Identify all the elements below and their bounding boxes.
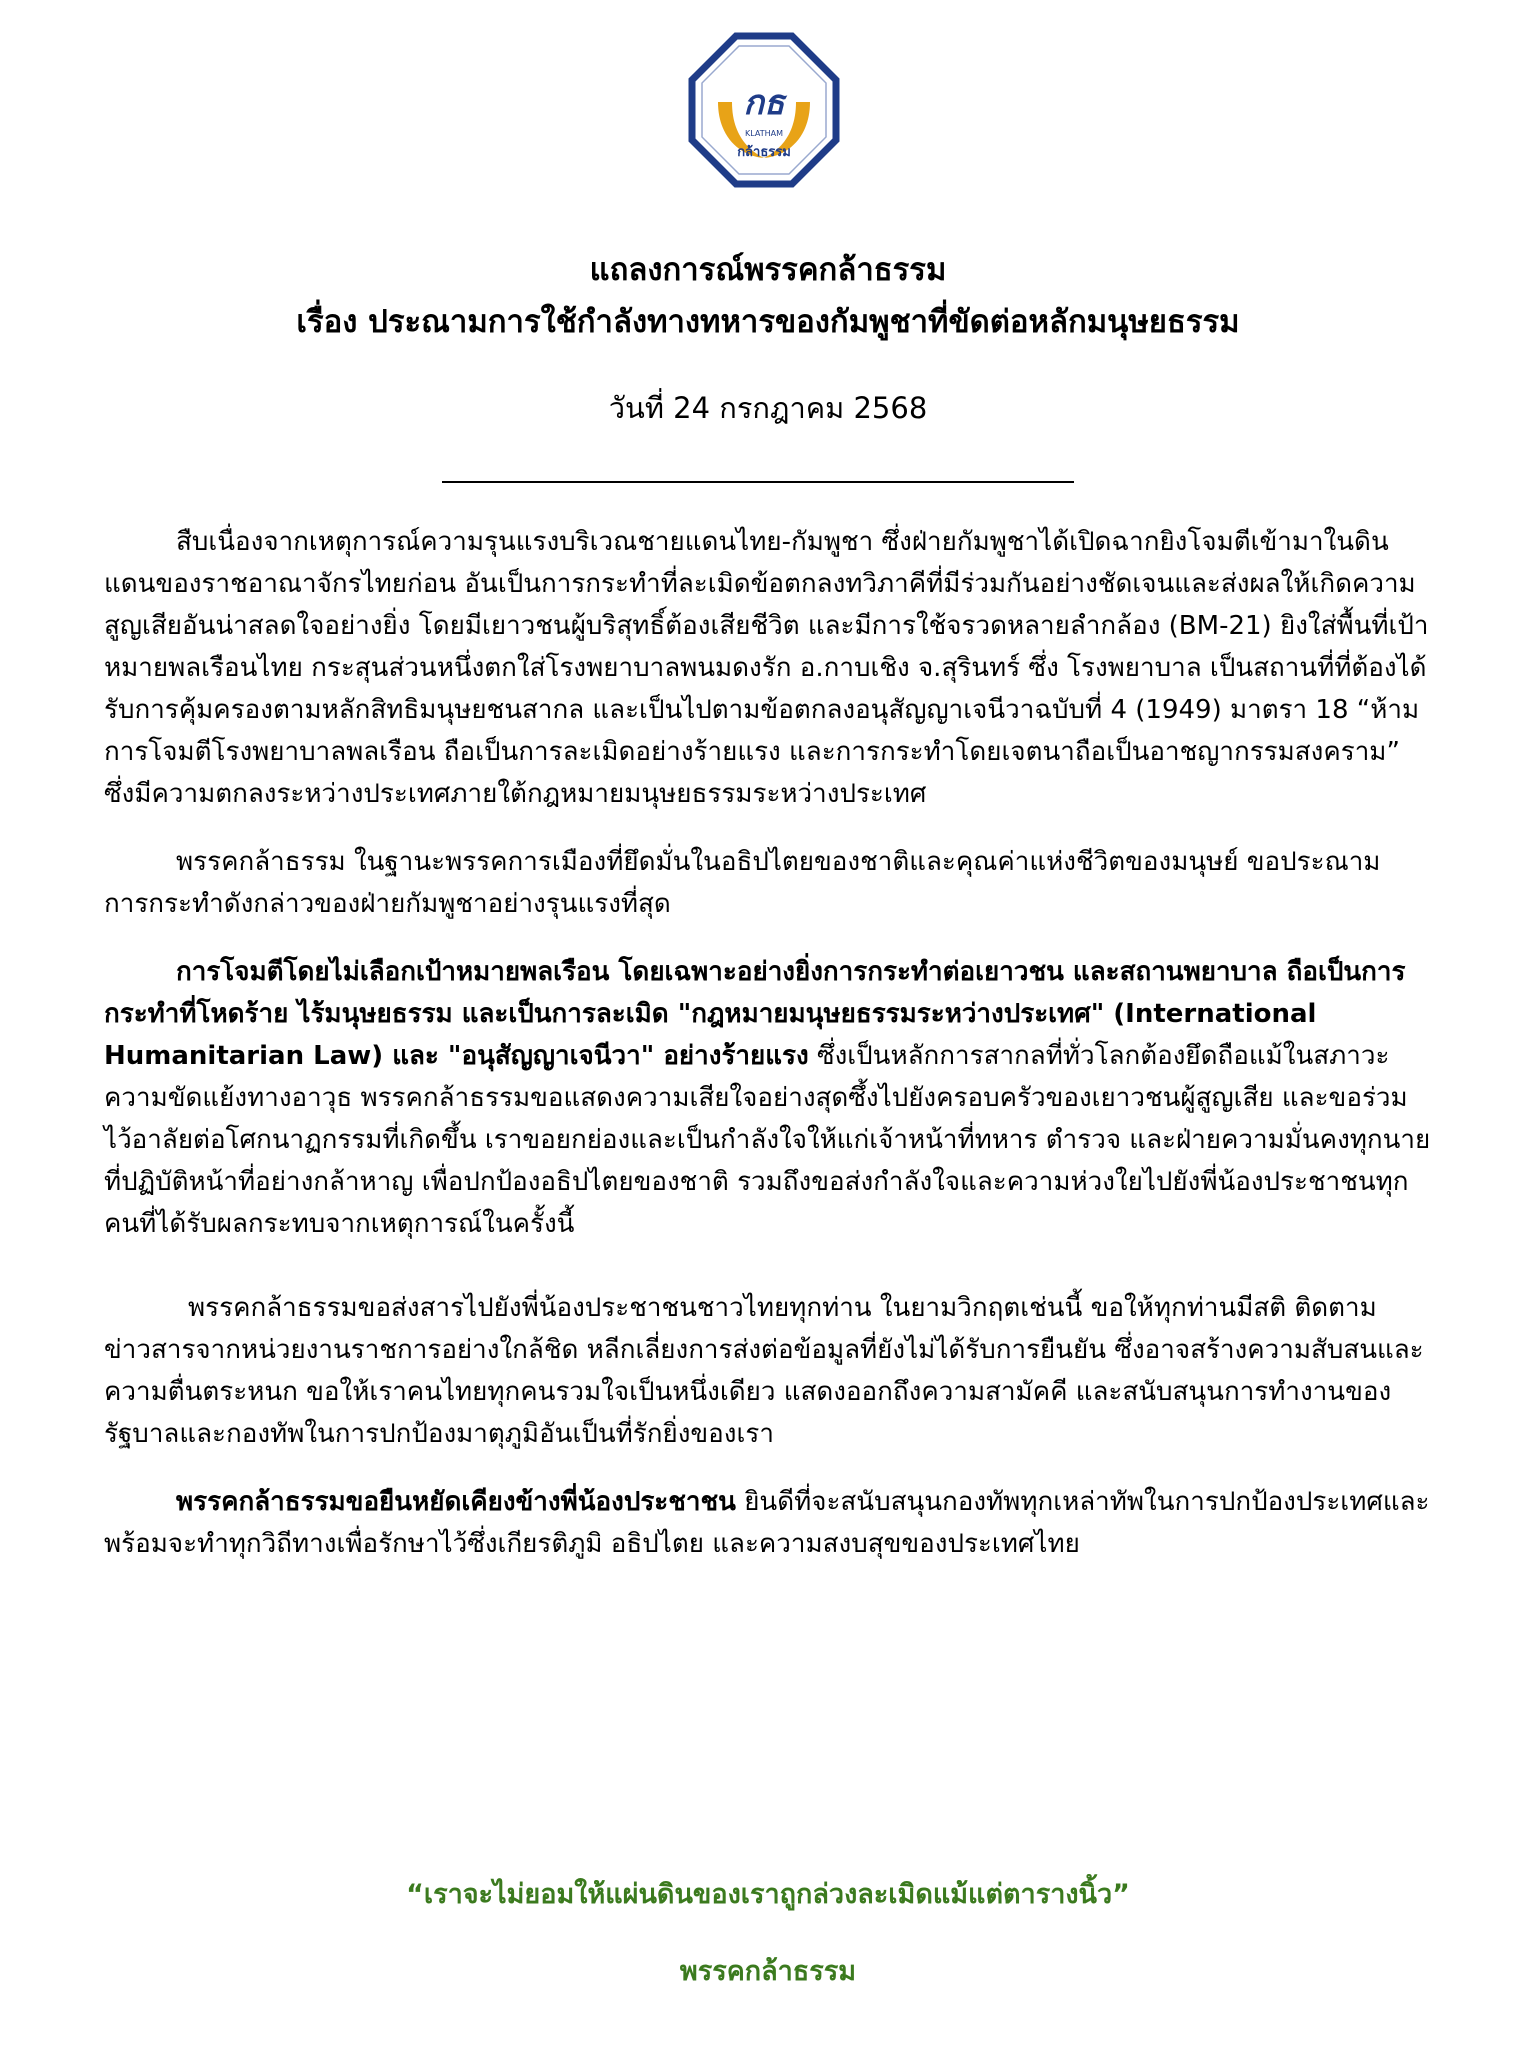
paragraph-3-bold: การโจมตีโดยไม่เลือกเป้าหมายพลเรือน โดยเฉพาะอย่างยิ่งการกระทำต่อเยาวชน และสถานพยาบาล ถือเป็นการกระทำที่โหดร้าย ไร้มนุษยธรรม และเป็นการละเมิด "กฎหมายมนุษยธรรมระหว่างประเทศ" (International Humanitarian Law) และ "อนุสัญญาเจนีวา" อย่างร้ายแรง [104,957,1406,1071]
paragraph-5-rest: ยินดีที่จะสนับสนุนกองทัพทุกเหล่าทัพในการปกป้องประเทศและพร้อมจะทำทุกวิถีทางเพื่อรักษาไว้ซึ่งเกียรติภูมิ อธิปไตย และความสงบสุขของประเทศไทย [104,1487,1430,1559]
party-logo [688,32,840,188]
paragraph-4: พรรคกล้าธรรมขอส่งสารไปยังพี่น้องประชาชนชาวไทยทุกท่าน ในยามวิกฤตเช่นนี้ ขอให้ทุกท่านมีสติ ติดตามข่าวสารจากหน่วยงานราชการอย่างใกล้ชิด หลีกเลี่ยงการส่งต่อข้อมูลที่ยังไม่ได้รับการยืนยัน ซึ่งอาจสร้างความสับสนและความตื่นตระหนก ขอให้เราคนไทยทุกคนรวมใจเป็นหนึ่งเดียว แสดงออกถึงความสามัคคี และสนับสนุนการทำงานของรัฐบาลและกองทัพในการปกป้องมาตุภูมิอันเป็นที่รักยิ่งของเรา [104,1293,1424,1449]
paragraph-2: พรรคกล้าธรรม ในฐานะพรรคการเมืองที่ยึดมั่นในอธิปไตยของชาติและคุณค่าแห่งชีวิตของมนุษย์ ขอประณามการกระทำดังกล่าวของฝ่ายกัมพูชาอย่างรุนแรงที่สุด [104,847,1381,919]
paragraph-3-rest: ซึ่งเป็นหลักการสากลที่ทั่วโลกต้องยึดถือแม้ในสภาวะความขัดแย้งทางอาวุธ พรรคกล้าธรรมขอแสดงความเสียใจอย่างสุดซึ้งไปยังครอบครัวของเยาวชนผู้สูญเสีย และขอร่วมไว้อาลัยต่อโศกนาฏกรรมที่เกิดขึ้น เราขอยกย่องและเป็นกำลังใจให้แก่เจ้าหน้าที่ทหาร ตำรวจ และฝ่ายความมั่นคงทุกนายที่ปฏิบัติหน้าที่อย่างกล้าหาญ เพื่อปกป้องอธิปไตยของชาติ รวมถึงขอส่งกำลังใจและความห่วงใยไปยังพี่น้องประชาชนทุกคนที่ได้รับผลกระทบจากเหตุการณ์ในครั้งนี้ [104,1041,1431,1239]
logo-abbrev: กธ [743,83,785,123]
statement-date: วันที่ 24 กรกฎาคม 2568 [608,391,928,425]
statement-body [104,521,1432,1565]
paragraph-5-bold: พรรคกล้าธรรมขอยืนหยัดเคียงข้างพี่น้องประชาชน [176,1487,736,1517]
logo-name-th: กล้าธรรม [737,145,791,160]
party-logo-icon [688,32,840,188]
statement-title: แถลงการณ์พรรคกล้าธรรม [589,252,947,288]
paragraph-1: สืบเนื่องจากเหตุการณ์ความรุนแรงบริเวณชายแดนไทย-กัมพูชา ซึ่งฝ่ายกัมพูชาได้เปิดฉากยิงโจมตีเข้ามาในดินแดนของราชอาณาจักรไทยก่อน อันเป็นการกระทำที่ละเมิดข้อตกลงทวิภาคีที่มีร่วมกันอย่างชัดเจนและส่งผลให้เกิดความสูญเสียอันน่าสลดใจอย่างยิ่ง โดยมีเยาวชนผู้บริสุทธิ์ต้องเสียชีวิต และมีการใช้จรวดหลายลำกล้อง (BM-21) ยิงใส่พื้นที่เป้าหมายพลเรือนไทย กระสุนส่วนหนึ่งตกใส่โรงพยาบาลพนมดงรัก อ.กาบเชิง จ.สุรินทร์ ซึ่ง โรงพยาบาล เป็นสถานที่ที่ต้องได้รับการคุ้มครองตามหลักสิทธิมนุษยชนสากล และเป็นไปตามข้อตกลงอนุสัญญาเจนีวาฉบับที่ 4 (1949) มาตรา 18 “ห้ามการโจมตีโรงพยาบาลพลเรือน ถือเป็นการละเมิดอย่างร้ายแรง และการกระทำโดยเจตนาถือเป็นอาชญากรรมสงคราม” ซึ่งมีความตกลงระหว่างประเทศภายใต้กฎหมายมนุษยธรรมระหว่างประเทศ [104,527,1429,809]
paragraph-3 [104,951,1432,1245]
slogan: “เราจะไม่ยอมให้แผ่นดินของเราถูกล่วงละเมิดแม้แต่ตารางนิ้ว” [406,1879,1130,1910]
party-signature: พรรคกล้าธรรม [679,1956,857,1987]
statement-subject: เรื่อง ประณามการใช้กำลังทางทหารของกัมพูชาที่ขัดต่อหลักมนุษยธรรม [296,304,1240,340]
paragraph-5 [104,1481,1432,1565]
divider [442,481,1074,483]
logo-name-en: KLATHAM [744,129,784,138]
